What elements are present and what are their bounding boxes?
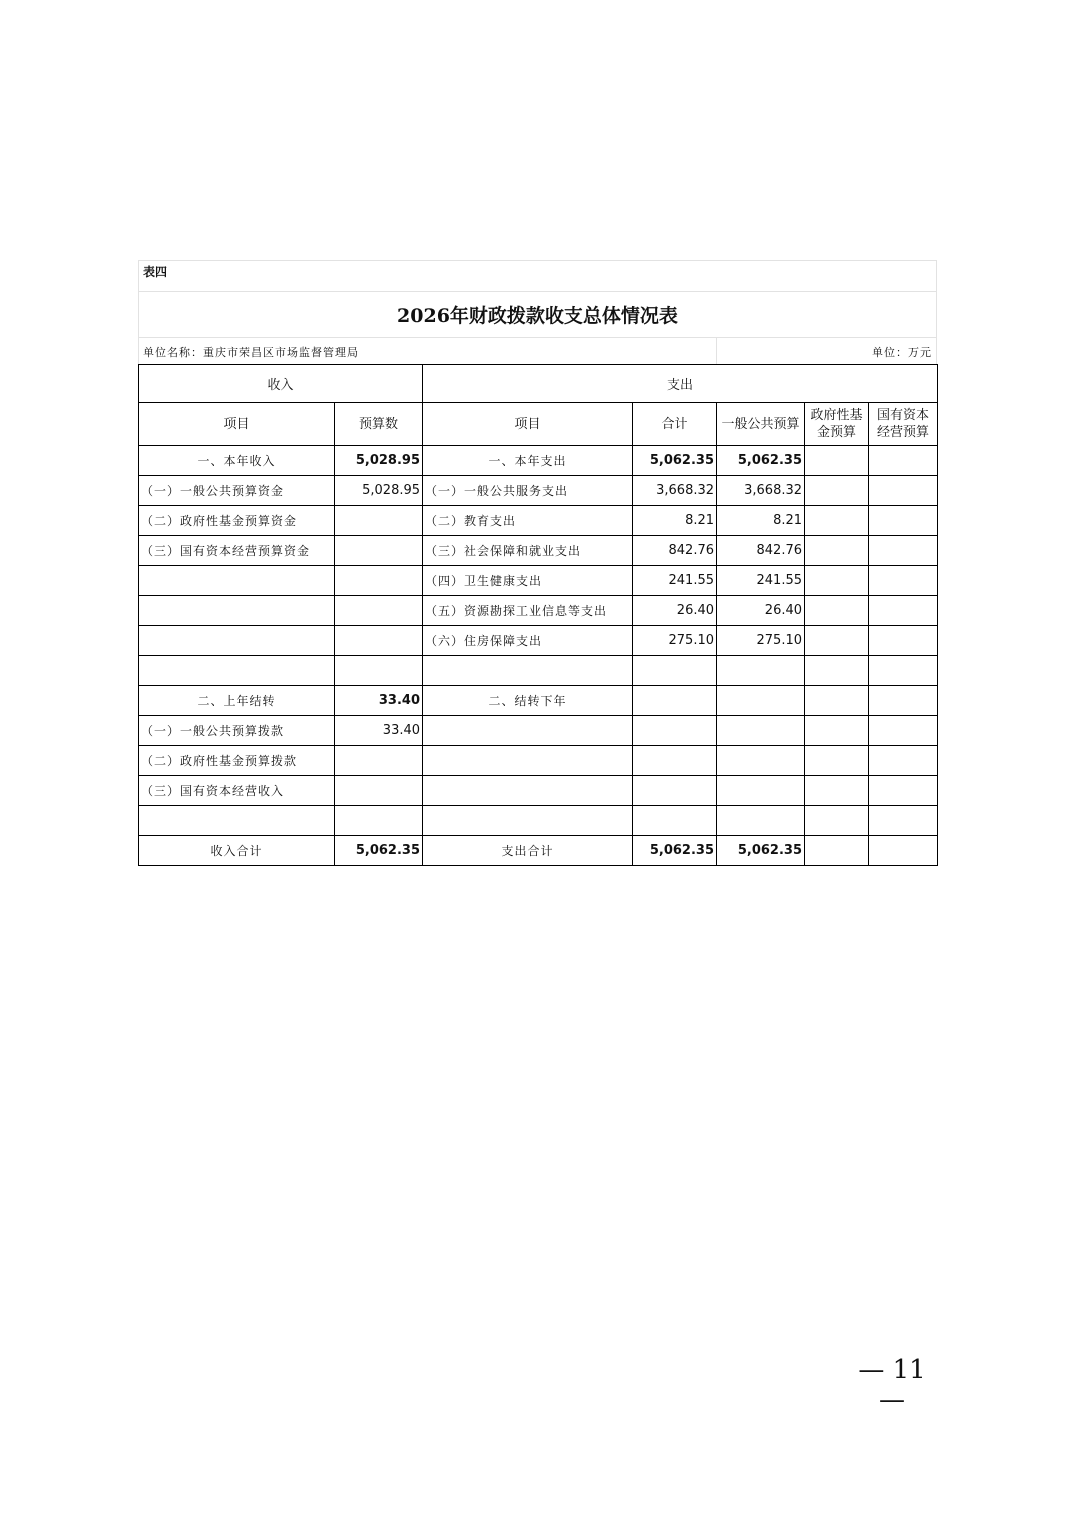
- income-item: [139, 566, 335, 596]
- expense-fund: [805, 596, 869, 626]
- expense-capital: [869, 506, 938, 536]
- expense-total: 275.10: [633, 626, 717, 656]
- table-row: [139, 506, 938, 536]
- budget-sheet: [138, 260, 937, 866]
- income-item: 收入合计: [139, 836, 335, 866]
- expense-item: [423, 746, 633, 776]
- income-item: [139, 806, 335, 836]
- header-total: 合计: [633, 403, 717, 446]
- table-tag: 表四: [138, 260, 937, 291]
- expense-fund: [805, 686, 869, 716]
- table-row: [139, 746, 938, 776]
- expense-item: [423, 656, 633, 686]
- expense-general: [717, 746, 805, 776]
- income-value: [335, 566, 423, 596]
- expense-general: 842.76: [717, 536, 805, 566]
- expense-item: 二、结转下年: [423, 686, 633, 716]
- unit-info: [138, 337, 937, 364]
- table-row: [139, 716, 938, 746]
- budget-table: [138, 364, 938, 866]
- income-item: [139, 656, 335, 686]
- income-value: [335, 746, 423, 776]
- expense-general: 5,062.35: [717, 836, 805, 866]
- unit-label: 单位：万元: [872, 346, 932, 359]
- table-row: [139, 686, 938, 716]
- expense-fund: [805, 626, 869, 656]
- expense-item: （六）住房保障支出: [423, 626, 633, 656]
- income-item: （三）国有资本经营预算资金: [139, 536, 335, 566]
- table-row: [139, 626, 938, 656]
- table-row: [139, 446, 938, 476]
- expense-capital: [869, 776, 938, 806]
- table-row: [139, 596, 938, 626]
- income-value: [335, 596, 423, 626]
- expense-item: （二）教育支出: [423, 506, 633, 536]
- income-value: 5,028.95: [335, 476, 423, 506]
- expense-general: 275.10: [717, 626, 805, 656]
- income-value: 5,062.35: [335, 836, 423, 866]
- expense-item: （五）资源勘探工业信息等支出: [423, 596, 633, 626]
- expense-general: [717, 656, 805, 686]
- income-item: 一、本年收入: [139, 446, 335, 476]
- income-item: [139, 596, 335, 626]
- expense-capital: [869, 746, 938, 776]
- income-value: [335, 806, 423, 836]
- expense-fund: [805, 506, 869, 536]
- expense-item: 支出合计: [423, 836, 633, 866]
- expense-total: [633, 686, 717, 716]
- expense-capital: [869, 536, 938, 566]
- expense-total: 26.40: [633, 596, 717, 626]
- income-value: [335, 776, 423, 806]
- header-expense-item: 项目: [423, 403, 633, 446]
- expense-fund: [805, 776, 869, 806]
- income-value: [335, 626, 423, 656]
- header-gov-fund: 政府性基金预算: [805, 403, 869, 446]
- expense-fund: [805, 836, 869, 866]
- page-number: — 11 —: [858, 1355, 926, 1415]
- expense-general: 3,668.32: [717, 476, 805, 506]
- expense-general: [717, 776, 805, 806]
- expense-item: [423, 716, 633, 746]
- expense-total: 5,062.35: [633, 836, 717, 866]
- expense-total: 8.21: [633, 506, 717, 536]
- table-row-total: [139, 836, 938, 866]
- header-expense: 支出: [423, 365, 938, 403]
- expense-total: [633, 806, 717, 836]
- expense-general: [717, 806, 805, 836]
- expense-general: [717, 716, 805, 746]
- table-row: [139, 776, 938, 806]
- income-value: [335, 656, 423, 686]
- header-income: 收入: [139, 365, 423, 403]
- expense-total: [633, 656, 717, 686]
- expense-total: 5,062.35: [633, 446, 717, 476]
- expense-item: 一、本年支出: [423, 446, 633, 476]
- income-item: （三）国有资本经营收入: [139, 776, 335, 806]
- expense-total: [633, 776, 717, 806]
- expense-general: 26.40: [717, 596, 805, 626]
- income-value: [335, 536, 423, 566]
- header-general-budget: 一般公共预算: [717, 403, 805, 446]
- expense-general: 241.55: [717, 566, 805, 596]
- expense-item: （一）一般公共服务支出: [423, 476, 633, 506]
- expense-capital: [869, 566, 938, 596]
- header-income-item: 项目: [139, 403, 335, 446]
- expense-total: [633, 746, 717, 776]
- header-state-capital: 国有资本经营预算: [869, 403, 938, 446]
- expense-total: 842.76: [633, 536, 717, 566]
- expense-fund: [805, 446, 869, 476]
- income-value: 33.40: [335, 716, 423, 746]
- expense-item: （三）社会保障和就业支出: [423, 536, 633, 566]
- expense-capital: [869, 806, 938, 836]
- income-item: （二）政府性基金预算拨款: [139, 746, 335, 776]
- expense-capital: [869, 686, 938, 716]
- expense-fund: [805, 716, 869, 746]
- table-row: [139, 566, 938, 596]
- income-value: [335, 506, 423, 536]
- income-item: 二、上年结转: [139, 686, 335, 716]
- table-row: [139, 476, 938, 506]
- income-item: （一）一般公共预算拨款: [139, 716, 335, 746]
- expense-total: 241.55: [633, 566, 717, 596]
- expense-item: [423, 806, 633, 836]
- expense-capital: [869, 716, 938, 746]
- table-row: [139, 656, 938, 686]
- header-row-columns: [139, 403, 938, 446]
- page-title: 2026年财政拨款收支总体情况表: [138, 291, 937, 337]
- expense-total: [633, 716, 717, 746]
- unit-name: 单位名称：重庆市荣昌区市场监督管理局: [139, 338, 717, 364]
- expense-item: （四）卫生健康支出: [423, 566, 633, 596]
- expense-fund: [805, 746, 869, 776]
- expense-fund: [805, 536, 869, 566]
- expense-general: 5,062.35: [717, 446, 805, 476]
- table-row: [139, 536, 938, 566]
- header-row-groups: [139, 365, 938, 403]
- expense-item: [423, 776, 633, 806]
- expense-capital: [869, 446, 938, 476]
- expense-capital: [869, 836, 938, 866]
- income-item: （一）一般公共预算资金: [139, 476, 335, 506]
- expense-total: 3,668.32: [633, 476, 717, 506]
- expense-capital: [869, 656, 938, 686]
- expense-general: [717, 686, 805, 716]
- income-item: （二）政府性基金预算资金: [139, 506, 335, 536]
- income-value: 5,028.95: [335, 446, 423, 476]
- header-income-budget: 预算数: [335, 403, 423, 446]
- income-item: [139, 626, 335, 656]
- expense-fund: [805, 566, 869, 596]
- expense-fund: [805, 476, 869, 506]
- table-row: [139, 806, 938, 836]
- expense-fund: [805, 806, 869, 836]
- expense-capital: [869, 476, 938, 506]
- expense-capital: [869, 596, 938, 626]
- income-value: 33.40: [335, 686, 423, 716]
- expense-general: 8.21: [717, 506, 805, 536]
- expense-fund: [805, 656, 869, 686]
- expense-capital: [869, 626, 938, 656]
